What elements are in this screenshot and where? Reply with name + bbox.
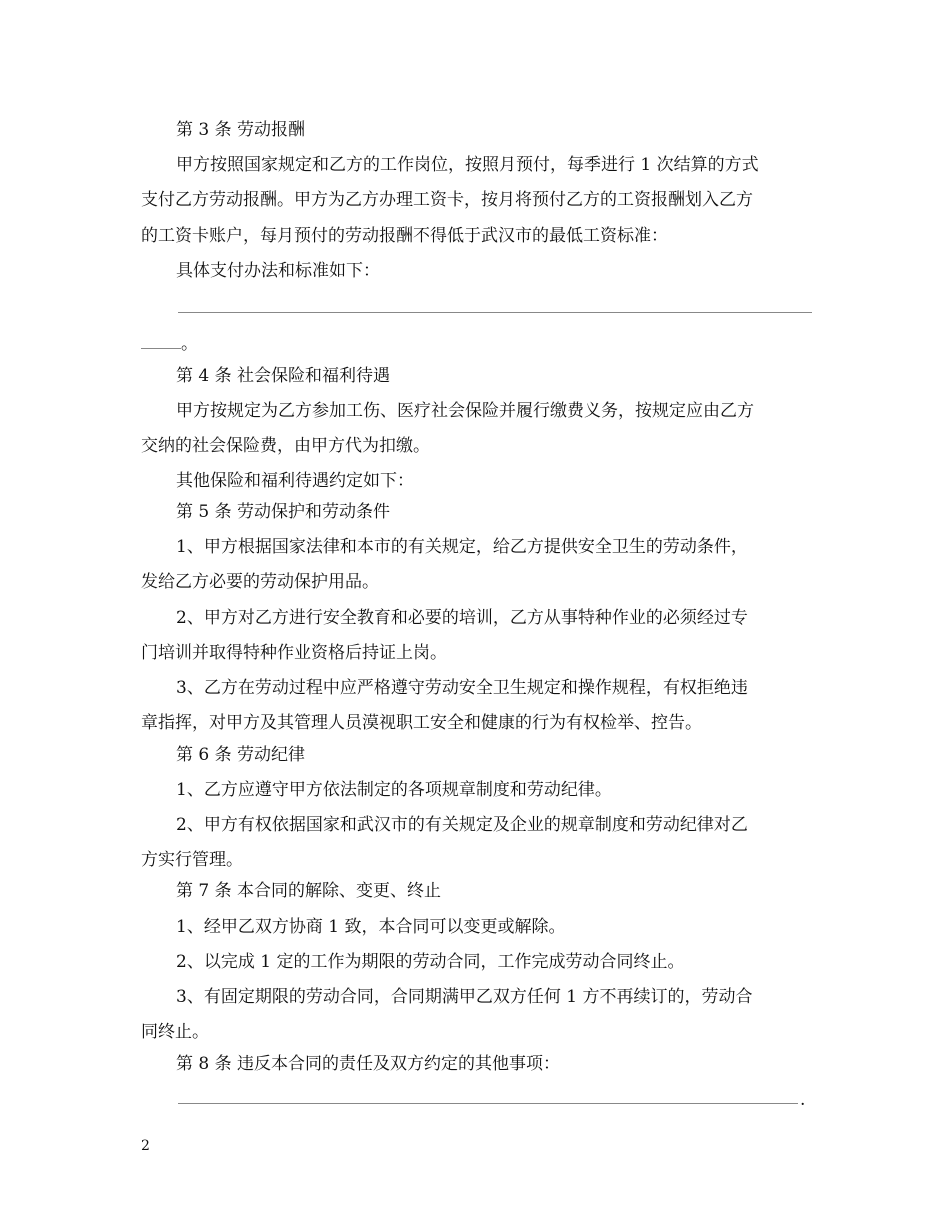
paragraph-line: 1、乙方应遵守甲方依法制定的各项规章制度和劳动纪律。	[176, 780, 612, 800]
fill-in-blank-line	[178, 1103, 798, 1104]
article-3-heading: 第 3 条 劳动报酬	[176, 120, 306, 140]
paragraph-line: 2、甲方对乙方进行安全教育和必要的培训，乙方从事特种作业的必须经过专	[176, 608, 748, 628]
fill-in-blank-line	[178, 312, 812, 313]
paragraph-line: 支付乙方劳动报酬。甲方为乙方办理工资卡，按月将预付乙方的工资报酬划入乙方	[141, 190, 753, 210]
paragraph-line: 方实行管理。	[141, 850, 243, 870]
article-4-heading: 第 4 条 社会保险和福利待遇	[176, 366, 391, 386]
paragraph-line: 其他保险和福利待遇约定如下：	[176, 471, 414, 491]
article-7-heading: 第 7 条 本合同的解除、变更、终止	[176, 881, 442, 901]
paragraph-line: 2、以完成 1 定的工作为期限的劳动合同，工作完成劳动合同终止。	[176, 952, 685, 972]
article-5-heading: 第 5 条 劳动保护和劳动条件	[176, 502, 391, 522]
paragraph-line: 3、乙方在劳动过程中应严格遵守劳动安全卫生规定和操作规程，有权拒绝违	[176, 678, 748, 698]
paragraph-line: 1、甲方根据国家法律和本市的有关规定，给乙方提供安全卫生的劳动条件，	[176, 537, 748, 557]
paragraph-line: 同终止。	[141, 1022, 209, 1042]
paragraph-line: 的工资卡账户，每月预付的劳动报酬不得低于武汉市的最低工资标准：	[141, 226, 668, 246]
paragraph-line: 章指挥，对甲方及其管理人员漠视职工安全和健康的行为有权检举、控告。	[141, 713, 702, 733]
blank-end-mark: .	[800, 1090, 806, 1110]
paragraph-line: 发给乙方必要的劳动保护用品。	[141, 572, 379, 592]
paragraph-line: 1、经甲乙双方协商 1 致，本合同可以变更或解除。	[176, 917, 566, 937]
paragraph-line: 3、有固定期限的劳动合同，合同期满甲乙双方任何 1 方不再续订的，劳动合	[176, 987, 753, 1007]
page-number: 2	[141, 1138, 150, 1154]
paragraph-line: 具体支付办法和标准如下：	[176, 261, 380, 281]
fill-in-blank-line	[141, 348, 181, 349]
paragraph-line: 2、甲方有权依据国家和武汉市的有关规定及企业的规章制度和劳动纪律对乙	[176, 815, 748, 835]
blank-end-mark: 。	[181, 334, 198, 354]
article-8-heading: 第 8 条 违反本合同的责任及双方约定的其他事项：	[176, 1054, 561, 1074]
paragraph-line: 交纳的社会保险费，由甲方代为扣缴。	[141, 436, 430, 456]
article-6-heading: 第 6 条 劳动纪律	[176, 745, 306, 765]
paragraph-line: 甲方按照国家规定和乙方的工作岗位，按照月预付，每季进行 1 次结算的方式	[176, 155, 759, 175]
paragraph-line: 甲方按规定为乙方参加工伤、医疗社会保险并履行缴费义务，按规定应由乙方	[176, 401, 754, 421]
paragraph-line: 门培训并取得特种作业资格后持证上岗。	[141, 643, 447, 663]
